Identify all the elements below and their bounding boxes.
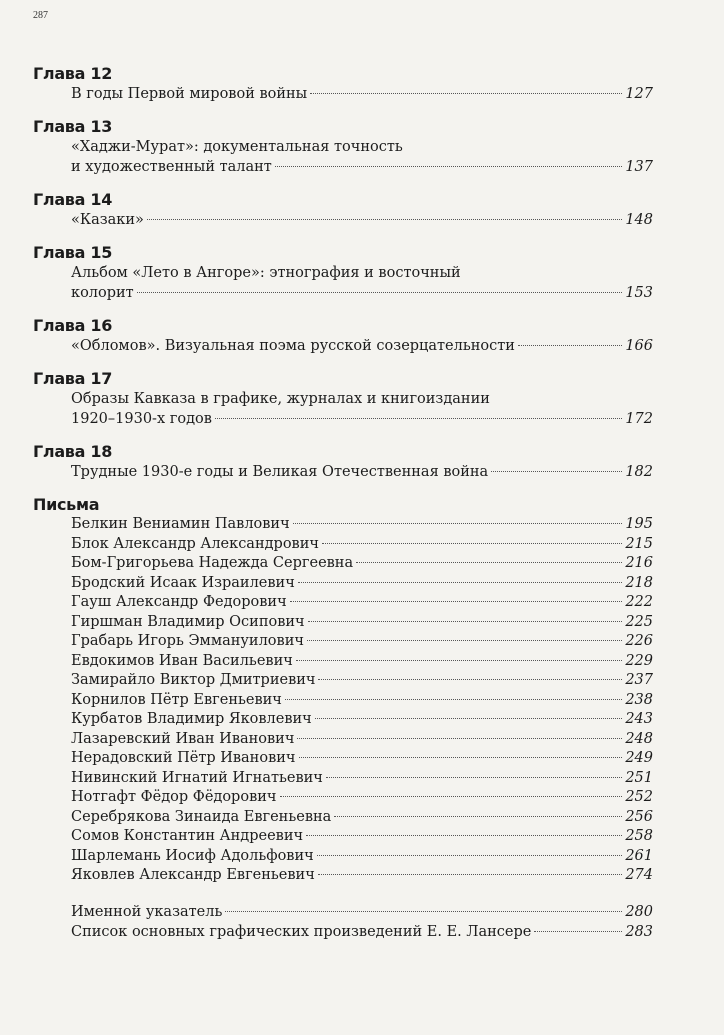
toc-entry-title: Бродский Исаак Израилевич (71, 574, 295, 591)
page-number: 287 (33, 10, 48, 21)
toc-entry-page: 237 (625, 672, 653, 688)
toc-entry-title: Белкин Вениамин Павлович (71, 516, 290, 532)
letters-heading: Письма (33, 495, 100, 514)
dot-leader (308, 621, 623, 622)
dot-leader (275, 166, 623, 167)
chapter-block (33, 64, 653, 104)
toc-entry-page: 153 (625, 285, 653, 301)
toc-entry-page: 252 (625, 789, 653, 805)
toc-entry-title: 1920–1930-х годов (71, 411, 212, 427)
toc-entry (71, 691, 653, 711)
toc-entry-title: Корнилов Пётр Евгеньевич (71, 691, 282, 708)
toc-entry (71, 847, 653, 867)
toc-entry (71, 788, 653, 808)
toc-entry-title: Бом-Григорьева Надежда Сергеевна (71, 555, 354, 571)
toc-entry-page: 256 (625, 808, 653, 825)
toc-entry (71, 336, 653, 356)
chapter-block (33, 369, 653, 429)
toc-entry (71, 652, 653, 672)
toc-entry (71, 389, 653, 409)
appendix-section (33, 902, 653, 942)
dot-leader (334, 816, 622, 817)
chapter-heading: Глава 14 (33, 190, 113, 209)
toc-entry (71, 671, 653, 691)
toc-entry-title: «Обломов». Визуальная поэма русской созерцательности (71, 338, 515, 354)
dot-leader (290, 601, 623, 602)
toc-entry-title: Евдокимов Иван Васильевич (71, 652, 293, 669)
toc-entry-title: Именной указатель (71, 903, 223, 920)
dot-leader (225, 911, 622, 912)
toc-entry-title: В годы Первой мировой войны (71, 86, 308, 102)
dot-leader (326, 777, 622, 778)
dot-leader (318, 679, 622, 680)
chapter-heading: Глава 17 (33, 369, 113, 388)
toc-entry (71, 515, 653, 535)
toc-entry-title: Яковлев Александр Евгеньевич (71, 867, 315, 883)
dot-leader (322, 543, 622, 544)
toc-entry-title: Нивинский Игнатий Игнатьевич (71, 769, 323, 786)
toc-entry-title: Альбом «Лето в Ангоре»: этнография и восточный (71, 265, 461, 281)
table-of-contents (33, 64, 653, 942)
toc-entry-page: 226 (625, 633, 653, 649)
dot-leader (293, 523, 623, 524)
toc-entry-page: 261 (625, 847, 653, 864)
toc-entry-title: Блок Александр Александрович (71, 535, 319, 552)
chapter-block (33, 117, 653, 177)
toc-entry-title: Грабарь Игорь Эммануилович (71, 633, 304, 649)
toc-entry-title: Список основных графических произведений Е. Е. Лансере (71, 923, 532, 940)
chapter-list (33, 64, 653, 482)
toc-entry (71, 409, 653, 429)
toc-entry-title: Трудные 1930-е годы и Великая Отечественная война (71, 464, 489, 480)
letters-section (33, 495, 653, 886)
toc-entry-page: 137 (625, 159, 653, 175)
chapter-heading: Глава 12 (33, 64, 113, 83)
toc-entry-title: и художественный талант (71, 159, 272, 175)
toc-entry-title: Образы Кавказа в графике, журналах и книгоиздании (71, 391, 490, 407)
toc-entry-page: 148 (625, 212, 653, 228)
toc-entry-title: Гауш Александр Федорович (71, 594, 287, 610)
letters-list (33, 515, 653, 886)
toc-entry (71, 922, 653, 942)
toc-entry (71, 157, 653, 177)
dot-leader (315, 718, 623, 719)
toc-entry (71, 749, 653, 769)
toc-entry-title: Замирайло Виктор Дмитриевич (71, 672, 316, 688)
toc-entry (71, 210, 653, 230)
toc-entry-title: Шарлемань Иосиф Адольфович (71, 847, 314, 864)
toc-entry (71, 462, 653, 482)
toc-entry-page: 229 (625, 652, 653, 669)
toc-entry-title: «Хаджи-Мурат»: документальная точность (71, 139, 403, 155)
toc-entry-page: 182 (625, 464, 653, 480)
toc-entry-page: 222 (625, 594, 653, 610)
toc-entry (71, 710, 653, 730)
toc-entry-page: 166 (625, 338, 653, 354)
toc-entry (71, 554, 653, 574)
toc-entry-page: 238 (625, 691, 653, 708)
toc-entry (71, 613, 653, 633)
toc-entry-page: 248 (625, 730, 653, 747)
toc-entry-title: Серебрякова Зинаида Евгеньевна (71, 808, 332, 825)
dot-leader (280, 796, 623, 797)
dot-leader (356, 562, 622, 563)
dot-leader (518, 345, 622, 346)
dot-leader (147, 219, 622, 220)
toc-entry (71, 574, 653, 594)
toc-entry-page: 251 (625, 769, 653, 786)
toc-entry-page: 274 (625, 867, 653, 883)
toc-entry-title: Сомов Константин Андреевич (71, 828, 304, 844)
dot-leader (317, 855, 623, 856)
toc-entry-title: Нотгафт Фёдор Фёдорович (71, 789, 277, 805)
dot-leader (534, 931, 622, 932)
toc-entry (71, 632, 653, 652)
toc-entry (71, 84, 653, 104)
chapter-block (33, 243, 653, 303)
toc-entry-page: 218 (625, 574, 653, 591)
toc-entry-title: Нерадовский Пётр Иванович (71, 750, 296, 766)
toc-entry-page: 249 (625, 750, 653, 766)
toc-entry-page: 216 (625, 555, 653, 571)
chapter-block (33, 442, 653, 482)
toc-entry (71, 827, 653, 847)
toc-entry (71, 283, 653, 303)
toc-entry-page: 225 (625, 613, 653, 630)
chapter-heading: Глава 13 (33, 117, 113, 136)
toc-entry-title: Лазаревский Иван Иванович (71, 730, 295, 747)
toc-entry-page: 215 (625, 535, 653, 552)
chapter-block (33, 190, 653, 230)
toc-entry-page: 195 (625, 516, 653, 532)
dot-leader (296, 660, 622, 661)
chapter-heading: Глава 18 (33, 442, 113, 461)
toc-entry-page: 258 (625, 828, 653, 844)
dot-leader (137, 292, 623, 293)
chapter-heading: Глава 15 (33, 243, 113, 262)
toc-entry (71, 866, 653, 886)
toc-entry (71, 902, 653, 922)
dot-leader (285, 699, 622, 700)
dot-leader (310, 93, 622, 94)
toc-entry-page: 280 (625, 903, 653, 920)
chapter-block (33, 316, 653, 356)
dot-leader (298, 582, 623, 583)
toc-entry-page: 283 (625, 923, 653, 940)
dot-leader (491, 471, 622, 472)
dot-leader (318, 874, 623, 875)
toc-entry (71, 137, 653, 157)
toc-entry-page: 172 (625, 411, 653, 427)
chapter-heading: Глава 16 (33, 316, 113, 335)
toc-entry (71, 263, 653, 283)
dot-leader (297, 738, 622, 739)
toc-entry-page: 243 (625, 711, 653, 727)
dot-leader (307, 640, 622, 641)
toc-entry (71, 808, 653, 828)
toc-entry-title: Гиршман Владимир Осипович (71, 613, 305, 630)
toc-entry (71, 769, 653, 789)
dot-leader (215, 418, 622, 419)
toc-entry (71, 593, 653, 613)
dot-leader (299, 757, 623, 758)
toc-entry-title: Курбатов Владимир Яковлевич (71, 711, 312, 727)
toc-entry (71, 730, 653, 750)
toc-entry-title: «Казаки» (71, 212, 144, 228)
toc-entry (71, 535, 653, 555)
toc-entry-title: колорит (71, 285, 134, 301)
toc-entry-page: 127 (625, 86, 653, 102)
dot-leader (306, 835, 622, 836)
